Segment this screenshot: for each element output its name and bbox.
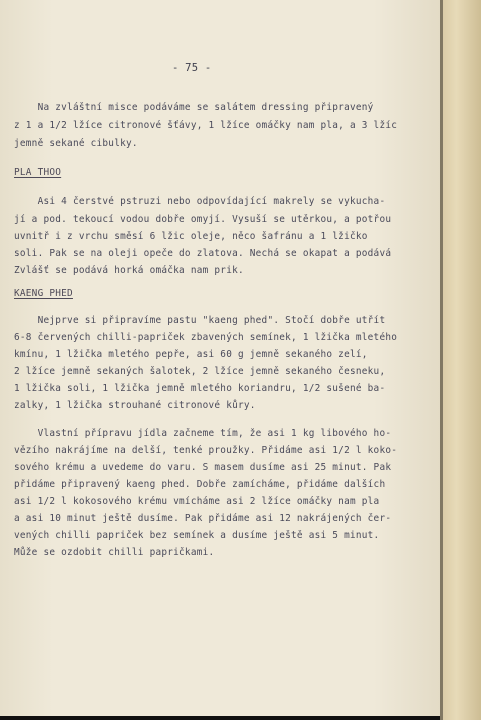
text-line: kmínu, 1 lžička mletého pepře, asi 60 g jemně sekaného zelí, — [14, 349, 368, 360]
text-line: uvnitř i z vrchu směsí 6 lžic oleje, něco šafránu a 1 lžičko — [14, 231, 368, 242]
section-heading: KAENG PHED — [14, 288, 73, 299]
page-number: - 75 - — [172, 62, 212, 74]
text-line: sového krému a uvedeme do varu. S masem dusíme asi 25 minut. Pak — [14, 462, 392, 473]
text-line: Asi 4 čerstvé pstruzi nebo odpovídající makrely se vykucha- — [14, 196, 386, 207]
section-heading: PLA THOO — [14, 167, 62, 178]
text-line: soli. Pak se na oleji opeče do zlatova. Nechá se okapat a podává — [14, 248, 392, 259]
text-line: z 1 a 1/2 lžíce citronové šťávy, 1 lžíce omáčky nam pla, a 3 lžíc — [14, 120, 398, 131]
text-line: 2 lžíce jemně sekaných šalotek, 2 lžíce jemně sekaného česneku, — [14, 366, 386, 377]
binder-edge — [440, 0, 481, 720]
text-line: vených chilli papriček bez semínek a dusíme ještě asi 5 minut. — [14, 530, 380, 541]
text-line: Vlastní přípravu jídla začneme tím, že asi 1 kg libového ho- — [14, 428, 392, 439]
text-line: vězího nakrájíme na delší, tenké proužky. Přidáme asi 1/2 l koko- — [14, 445, 398, 456]
text-line: a asi 10 minut ještě dusíme. Pak přidáme asi 12 nakrájených čer- — [14, 513, 392, 524]
text-line: jemně sekané cibulky. — [14, 138, 138, 149]
text-line: jí a pod. tekoucí vodou dobře omyjí. Vysuší se utěrkou, a potřou — [14, 214, 392, 225]
text-line: asi 1/2 l kokosového krému vmícháme asi 2 lžíce omáčky nam pla — [14, 496, 380, 507]
text-line: 1 lžička soli, 1 lžička jemně mletého koriandru, 1/2 sušené ba- — [14, 383, 386, 394]
text-line: Na zvláštní misce podáváme se salátem dressing připravený — [14, 102, 374, 113]
text-line: Může se ozdobit chilli papričkami. — [14, 547, 215, 558]
text-line: Nejprve si připravíme pastu "kaeng phed". Stočí dobře utřít — [14, 315, 386, 326]
text-line: zalky, 1 lžička strouhané citronové kůry. — [14, 400, 256, 411]
text-line: 6-8 červených chilli-papriček zbavených semínek, 1 lžička mletého — [14, 332, 398, 343]
text-line: přidáme připravený kaeng phed. Dobře zamícháme, přidáme dalších — [14, 479, 386, 490]
text-line: Zvlášť se podává horká omáčka nam prik. — [14, 265, 244, 276]
